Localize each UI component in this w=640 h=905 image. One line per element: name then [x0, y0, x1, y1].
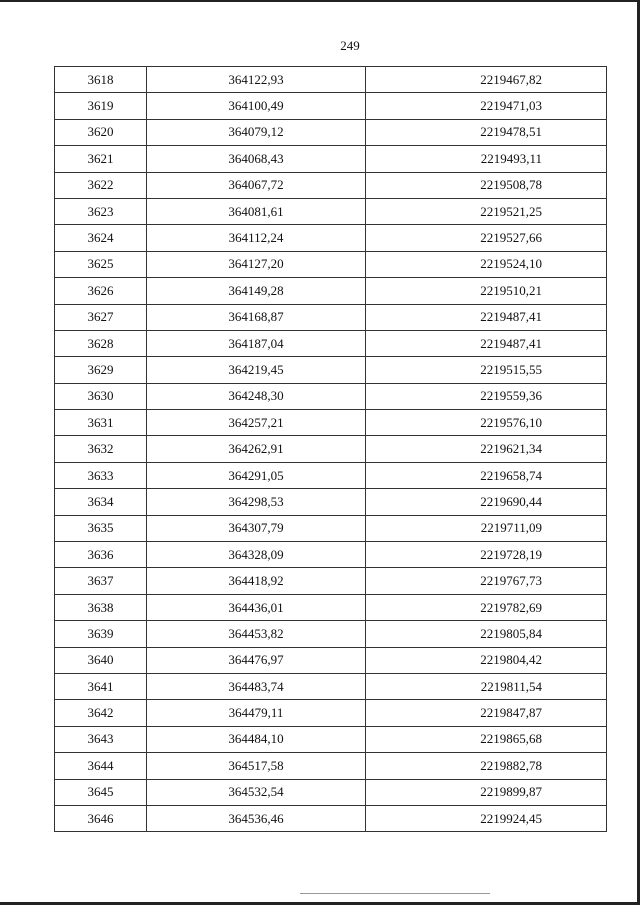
y-coordinate-cell: 2219487,41 [366, 330, 607, 356]
y-coordinate-cell: 2219576,10 [366, 410, 607, 436]
y-coordinate-cell: 2219782,69 [366, 594, 607, 620]
y-coordinate-cell: 2219521,25 [366, 198, 607, 224]
x-coordinate-cell: 364307,79 [147, 515, 366, 541]
x-coordinate-cell: 364122,93 [147, 67, 366, 93]
table-row [55, 93, 607, 119]
table-row [55, 621, 607, 647]
y-coordinate-cell: 2219805,84 [366, 621, 607, 647]
y-coordinate-cell: 2219478,51 [366, 119, 607, 145]
x-coordinate-cell: 364328,09 [147, 542, 366, 568]
table-row [55, 436, 607, 462]
point-number-cell: 3632 [55, 436, 147, 462]
table-row [55, 410, 607, 436]
x-coordinate-cell: 364149,28 [147, 278, 366, 304]
y-coordinate-cell: 2219508,78 [366, 172, 607, 198]
point-number-cell: 3638 [55, 594, 147, 620]
x-coordinate-cell: 364418,92 [147, 568, 366, 594]
table-row [55, 647, 607, 673]
x-coordinate-cell: 364068,43 [147, 146, 366, 172]
y-coordinate-cell: 2219865,68 [366, 726, 607, 752]
table-row [55, 805, 607, 831]
point-number-cell: 3619 [55, 93, 147, 119]
y-coordinate-cell: 2219524,10 [366, 251, 607, 277]
point-number-cell: 3631 [55, 410, 147, 436]
x-coordinate-cell: 364436,01 [147, 594, 366, 620]
table-row [55, 594, 607, 620]
x-coordinate-cell: 364291,05 [147, 462, 366, 488]
x-coordinate-cell: 364079,12 [147, 119, 366, 145]
point-number-cell: 3625 [55, 251, 147, 277]
x-coordinate-cell: 364517,58 [147, 753, 366, 779]
table-row [55, 673, 607, 699]
coordinates-table [54, 66, 607, 832]
point-number-cell: 3644 [55, 753, 147, 779]
footer-line [300, 893, 490, 894]
x-coordinate-cell: 364262,91 [147, 436, 366, 462]
table-row [55, 489, 607, 515]
x-coordinate-cell: 364168,87 [147, 304, 366, 330]
x-coordinate-cell: 364483,74 [147, 673, 366, 699]
x-coordinate-cell: 364453,82 [147, 621, 366, 647]
point-number-cell: 3643 [55, 726, 147, 752]
table-row [55, 304, 607, 330]
y-coordinate-cell: 2219811,54 [366, 673, 607, 699]
point-number-cell: 3645 [55, 779, 147, 805]
y-coordinate-cell: 2219493,11 [366, 146, 607, 172]
table-row [55, 278, 607, 304]
x-coordinate-cell: 364298,53 [147, 489, 366, 515]
table-row [55, 357, 607, 383]
x-coordinate-cell: 364532,54 [147, 779, 366, 805]
table-row [55, 515, 607, 541]
point-number-cell: 3633 [55, 462, 147, 488]
x-coordinate-cell: 364187,04 [147, 330, 366, 356]
table-row [55, 753, 607, 779]
coordinates-table-body [55, 67, 607, 832]
y-coordinate-cell: 2219804,42 [366, 647, 607, 673]
table-row [55, 779, 607, 805]
table-row [55, 383, 607, 409]
table-row [55, 172, 607, 198]
point-number-cell: 3646 [55, 805, 147, 831]
x-coordinate-cell: 364484,10 [147, 726, 366, 752]
y-coordinate-cell: 2219882,78 [366, 753, 607, 779]
point-number-cell: 3626 [55, 278, 147, 304]
point-number-cell: 3629 [55, 357, 147, 383]
y-coordinate-cell: 2219658,74 [366, 462, 607, 488]
coordinates-table-container [54, 66, 607, 832]
y-coordinate-cell: 2219527,66 [366, 225, 607, 251]
y-coordinate-cell: 2219515,55 [366, 357, 607, 383]
y-coordinate-cell: 2219767,73 [366, 568, 607, 594]
x-coordinate-cell: 364112,24 [147, 225, 366, 251]
table-row [55, 198, 607, 224]
point-number-cell: 3641 [55, 673, 147, 699]
table-row [55, 700, 607, 726]
x-coordinate-cell: 364536,46 [147, 805, 366, 831]
x-coordinate-cell: 364127,20 [147, 251, 366, 277]
point-number-cell: 3640 [55, 647, 147, 673]
y-coordinate-cell: 2219847,87 [366, 700, 607, 726]
y-coordinate-cell: 2219690,44 [366, 489, 607, 515]
table-row [55, 330, 607, 356]
point-number-cell: 3642 [55, 700, 147, 726]
table-row [55, 251, 607, 277]
y-coordinate-cell: 2219621,34 [366, 436, 607, 462]
x-coordinate-cell: 364219,45 [147, 357, 366, 383]
point-number-cell: 3620 [55, 119, 147, 145]
y-coordinate-cell: 2219471,03 [366, 93, 607, 119]
table-row [55, 119, 607, 145]
table-row [55, 225, 607, 251]
x-coordinate-cell: 364476,97 [147, 647, 366, 673]
y-coordinate-cell: 2219899,87 [366, 779, 607, 805]
x-coordinate-cell: 364248,30 [147, 383, 366, 409]
point-number-cell: 3627 [55, 304, 147, 330]
y-coordinate-cell: 2219559,36 [366, 383, 607, 409]
point-number-cell: 3618 [55, 67, 147, 93]
y-coordinate-cell: 2219487,41 [366, 304, 607, 330]
table-row [55, 462, 607, 488]
table-row [55, 67, 607, 93]
point-number-cell: 3623 [55, 198, 147, 224]
point-number-cell: 3628 [55, 330, 147, 356]
x-coordinate-cell: 364479,11 [147, 700, 366, 726]
y-coordinate-cell: 2219711,09 [366, 515, 607, 541]
y-coordinate-cell: 2219467,82 [366, 67, 607, 93]
x-coordinate-cell: 364257,21 [147, 410, 366, 436]
point-number-cell: 3635 [55, 515, 147, 541]
y-coordinate-cell: 2219728,19 [366, 542, 607, 568]
point-number-cell: 3630 [55, 383, 147, 409]
point-number-cell: 3637 [55, 568, 147, 594]
page-number: 249 [340, 38, 360, 53]
point-number-cell: 3636 [55, 542, 147, 568]
y-coordinate-cell: 2219924,45 [366, 805, 607, 831]
table-row [55, 146, 607, 172]
point-number-cell: 3622 [55, 172, 147, 198]
point-number-cell: 3639 [55, 621, 147, 647]
table-row [55, 542, 607, 568]
table-row [55, 726, 607, 752]
x-coordinate-cell: 364067,72 [147, 172, 366, 198]
point-number-cell: 3634 [55, 489, 147, 515]
table-row [55, 568, 607, 594]
x-coordinate-cell: 364100,49 [147, 93, 366, 119]
point-number-cell: 3621 [55, 146, 147, 172]
y-coordinate-cell: 2219510,21 [366, 278, 607, 304]
x-coordinate-cell: 364081,61 [147, 198, 366, 224]
point-number-cell: 3624 [55, 225, 147, 251]
page-border-top [0, 0, 640, 2]
